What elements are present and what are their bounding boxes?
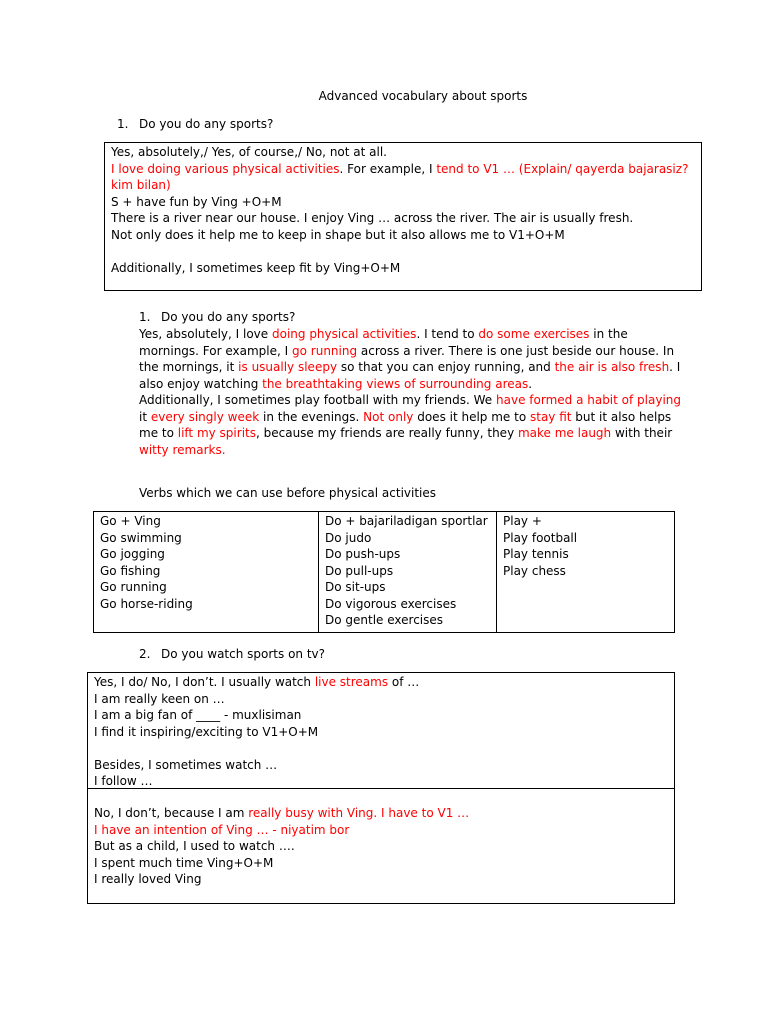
text-segment: , because my friends are really funny, they bbox=[255, 426, 518, 440]
text-line bbox=[94, 707, 668, 724]
question-1-text: Do you do any sports? bbox=[139, 117, 274, 131]
do-verb-item: Do push-ups bbox=[325, 547, 401, 561]
text-line bbox=[94, 757, 668, 774]
question-1-repeat bbox=[139, 309, 295, 326]
watch-yes-lines bbox=[88, 673, 674, 790]
text-segment: I am really keen on … bbox=[94, 691, 225, 706]
text-segment: . I tend to bbox=[416, 327, 479, 341]
text-line bbox=[111, 177, 695, 194]
watch-no-lines bbox=[88, 789, 674, 888]
play-verb-item: Play chess bbox=[503, 563, 566, 578]
highlighted-phrase: Not only bbox=[363, 409, 414, 424]
text-segment: Besides, I sometimes watch … bbox=[94, 757, 278, 772]
watch-no-box bbox=[87, 788, 675, 904]
text-line bbox=[139, 442, 679, 459]
text-segment: of … bbox=[388, 675, 420, 689]
go-verb-item: Go running bbox=[100, 580, 167, 594]
text-line bbox=[111, 260, 695, 277]
text-segment: I follow … bbox=[94, 774, 153, 788]
highlighted-phrase: tend to V1 … (Explain/ qayerda bajarasiz? bbox=[436, 161, 689, 176]
text-segment: mornings. For example, I bbox=[139, 343, 292, 358]
highlighted-phrase: every singly week bbox=[150, 409, 260, 424]
blank-line bbox=[94, 740, 668, 757]
text-segment: There is a river near our house. I enjoy Ving … across the river. The air is usually fresh. bbox=[111, 211, 634, 225]
text-segment: with their bbox=[611, 426, 673, 440]
do-verbs-cell bbox=[319, 512, 497, 633]
play-verb-item: Play tennis bbox=[503, 547, 569, 561]
text-segment: S + have fun by Ving +O+M bbox=[111, 194, 282, 209]
text-segment: I am a big fan of ____ - muxlisiman bbox=[94, 708, 302, 722]
text-segment: . I bbox=[669, 360, 681, 374]
text-segment: the mornings, it bbox=[139, 360, 239, 374]
text-line bbox=[94, 724, 668, 741]
question-2-number: 2. bbox=[139, 647, 151, 661]
text-line bbox=[111, 210, 695, 227]
text-line bbox=[94, 674, 668, 691]
text-line bbox=[94, 838, 668, 855]
do-verb-item: Do + bajariladigan sportlar bbox=[325, 514, 488, 528]
highlighted-phrase: go running bbox=[292, 343, 358, 358]
highlighted-phrase: doing physical activities bbox=[271, 327, 417, 341]
go-verb-item: Go swimming bbox=[100, 530, 182, 545]
highlighted-phrase: the air is also fresh bbox=[554, 360, 670, 374]
highlighted-phrase: the breathtaking views of surrounding areas bbox=[262, 376, 529, 391]
text-segment: . bbox=[528, 376, 533, 391]
sample-answer-paragraph bbox=[139, 326, 682, 458]
answer-template-lines bbox=[111, 144, 695, 276]
verbs-heading: Verbs which we can use before physical activities bbox=[139, 486, 437, 500]
highlighted-phrase: witty remarks. bbox=[139, 442, 226, 457]
question-1-number: 1. bbox=[117, 117, 129, 131]
text-line bbox=[111, 144, 695, 161]
go-verb-item: Go fishing bbox=[100, 563, 161, 578]
text-line bbox=[111, 227, 695, 244]
text-segment: Yes, I do/ No, I don’t. I usually watch bbox=[94, 675, 315, 689]
play-verbs-cell bbox=[497, 512, 675, 633]
highlighted-phrase: live streams bbox=[314, 675, 389, 689]
text-segment: Additionally, I sometimes play football with my friends. We bbox=[139, 393, 497, 407]
document-title: Advanced vocabulary about sports bbox=[318, 89, 528, 103]
question-2-text: Do you watch sports on tv? bbox=[161, 647, 326, 661]
play-verb-item: Play + bbox=[503, 514, 542, 528]
highlighted-phrase: lift my spirits bbox=[177, 426, 256, 440]
go-verb-item: Go horse-riding bbox=[100, 596, 193, 611]
text-line bbox=[139, 409, 679, 426]
text-line bbox=[94, 871, 668, 888]
answer-template-box bbox=[104, 142, 702, 291]
text-segment: across a river. There is one just beside our house. In bbox=[357, 343, 675, 358]
do-verb-item: Do judo bbox=[325, 530, 372, 545]
do-verb-item: Do pull-ups bbox=[325, 563, 394, 578]
text-line bbox=[111, 161, 695, 178]
question-1-repeat-text: Do you do any sports? bbox=[161, 310, 296, 324]
text-segment: in the bbox=[589, 327, 628, 341]
text-segment: Not only does it help me to keep in shape but it also allows me to V1+O+M bbox=[111, 227, 565, 242]
highlighted-phrase: I have an intention of Ving … - niyatim bor bbox=[94, 822, 350, 837]
do-verb-item: Do sit-ups bbox=[325, 580, 386, 594]
text-segment: I find it inspiring/exciting to V1+O+M bbox=[94, 724, 319, 739]
text-segment: does it help me to bbox=[413, 409, 530, 424]
text-segment: me to bbox=[139, 426, 178, 440]
text-line bbox=[94, 805, 668, 822]
text-segment: so that you can enjoy running, and bbox=[337, 360, 555, 374]
verbs-table-row bbox=[94, 512, 675, 633]
highlighted-phrase: do some exercises bbox=[478, 327, 590, 341]
text-segment: But as a child, I used to watch …. bbox=[94, 839, 295, 853]
play-verb-item: Play football bbox=[503, 530, 578, 545]
watch-yes-box bbox=[87, 672, 675, 789]
question-1 bbox=[117, 116, 273, 133]
text-line bbox=[139, 376, 679, 393]
text-segment: also enjoy watching bbox=[139, 376, 263, 391]
text-line bbox=[139, 392, 682, 409]
text-segment: it bbox=[139, 409, 151, 424]
highlighted-phrase: kim bilan) bbox=[111, 178, 171, 192]
text-line bbox=[139, 326, 679, 343]
highlighted-phrase: really busy with Ving. I have to V1 … bbox=[248, 806, 470, 820]
question-2 bbox=[139, 646, 325, 663]
go-verb-item: Go jogging bbox=[100, 547, 165, 561]
highlighted-phrase: stay fit bbox=[529, 409, 572, 424]
text-line bbox=[139, 359, 679, 376]
go-verb-item: Go + Ving bbox=[100, 514, 161, 528]
highlighted-phrase: make me laugh bbox=[517, 426, 612, 440]
text-segment: I spent much time Ving+O+M bbox=[94, 855, 274, 870]
do-verb-item: Do vigorous exercises bbox=[325, 596, 457, 611]
text-line bbox=[94, 691, 668, 708]
text-segment: Yes, absolutely, I love bbox=[139, 327, 272, 341]
highlighted-phrase: I love doing various physical activities bbox=[111, 161, 340, 176]
text-segment: but it also helps bbox=[571, 409, 672, 424]
do-verb-item: Do gentle exercises bbox=[325, 613, 444, 627]
highlighted-phrase: have formed a habit of playing bbox=[496, 393, 682, 407]
highlighted-phrase: is usually sleepy bbox=[238, 360, 338, 374]
text-line bbox=[139, 425, 679, 442]
text-segment: No, I don’t, because I am bbox=[94, 806, 249, 820]
text-segment: Additionally, I sometimes keep fit by Ving+O+M bbox=[111, 260, 401, 275]
text-segment: . For example, I bbox=[339, 161, 437, 176]
text-line bbox=[94, 822, 668, 839]
text-line bbox=[111, 194, 695, 211]
question-1-repeat-number: 1. bbox=[139, 310, 151, 324]
text-segment: in the evenings. bbox=[259, 409, 364, 424]
text-line bbox=[139, 343, 679, 360]
text-segment: I really loved Ving bbox=[94, 872, 202, 886]
verbs-table bbox=[93, 511, 675, 633]
text-line bbox=[94, 855, 668, 872]
text-segment: Yes, absolutely,/ Yes, of course,/ No, not at all. bbox=[111, 145, 387, 159]
go-verbs-cell bbox=[94, 512, 319, 633]
blank-line bbox=[111, 243, 695, 260]
